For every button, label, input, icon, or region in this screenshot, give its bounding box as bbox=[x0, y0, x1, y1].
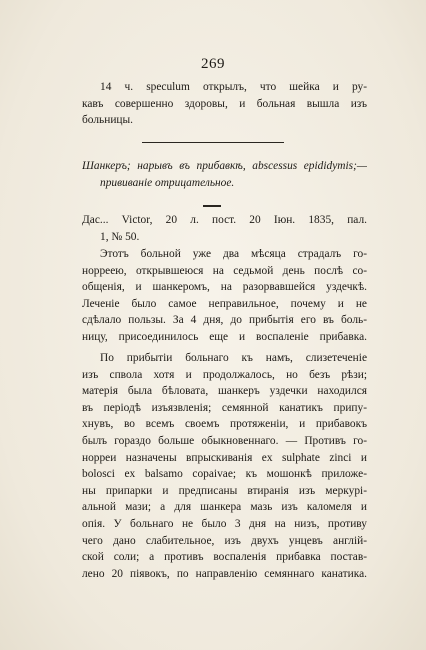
paragraph-history bbox=[82, 246, 367, 346]
text-line: Этотъ больной уже два мѣсяца страдалъ го- bbox=[100, 248, 367, 260]
text-line: больницы. bbox=[82, 114, 134, 127]
text-line: въ періодѣ изъязвленія; семянной канатикъ припу- bbox=[82, 401, 367, 414]
paragraph-treatment bbox=[82, 350, 367, 582]
text-line: ской соли; а противъ воспаленія прибавка постав- bbox=[82, 551, 367, 564]
text-line: чего дано слабительное, изъ двухъ унцевъ англій- bbox=[82, 534, 367, 547]
text-line: общенія, и шанкеромъ, на разорвавшейся уздечкѣ. bbox=[82, 281, 367, 294]
patient-line: Дас... Victor, 20 л. пост. 20 Іюн. 1835, пал. bbox=[82, 214, 367, 226]
text-line: опія. У больнаго не было 3 дня на низъ, противу bbox=[82, 517, 367, 530]
text-line: хнувъ, во всемъ своемъ протяженіи, и прибавокъ bbox=[82, 418, 367, 431]
text-line: bolosci ex balsamo copaivae; къ мошонкѣ приложе- bbox=[82, 468, 367, 481]
text-line: ны припарки и предписаны втиранія изъ меркурі- bbox=[82, 484, 367, 497]
text-line: изъ спвола хотя и продолжалось, но безъ рѣзи; bbox=[82, 368, 367, 381]
page-number: 269 bbox=[201, 56, 225, 72]
case-heading-line: прививаніе отрицательное. bbox=[100, 176, 235, 189]
text-line: лено 20 піявокъ, по направленію семяннаго канатика. bbox=[82, 567, 367, 580]
text-line: 14 ч. speculum открылъ, что шейка и ру- bbox=[100, 81, 367, 93]
text-line: сдѣлало пользы. За 4 дня, до прибытія его въ боль- bbox=[82, 314, 367, 327]
text-line: кавъ совершенно здоровы, и больная вышла изъ bbox=[82, 97, 367, 110]
text-line: По прибытіи больнаго къ намъ, слизетеченіе bbox=[100, 352, 367, 364]
case-heading bbox=[82, 158, 367, 191]
text-line: норреею, открывшеюся на седьмой день послѣ со- bbox=[82, 264, 367, 277]
opening-paragraph bbox=[82, 79, 367, 129]
section-separator-rule bbox=[142, 142, 284, 143]
short-dash bbox=[203, 205, 221, 207]
case-heading-line: Шанкеръ; нарывъ въ прибавкѣ, abscessus epididymis;— bbox=[82, 160, 367, 172]
text-line: норреи назначены впрыскиванія ex sulphate zinci и bbox=[82, 451, 367, 464]
text-line: ницу, присоединилось еще и воспаленіе прибавка. bbox=[82, 330, 367, 343]
text-line: матерія была бѣловата, шанкеръ уздечки находился bbox=[82, 385, 367, 398]
patient-line: 1, № 50. bbox=[100, 230, 140, 243]
text-line: альной мази; а для шанкера мазь изъ каломеля и bbox=[82, 501, 367, 514]
text-line: Леченіе было самое неправильное, почему и не bbox=[82, 297, 367, 310]
case-patient bbox=[82, 212, 367, 245]
text-line: былъ гораздо больше обыкновеннаго. — Противъ го- bbox=[82, 434, 367, 447]
